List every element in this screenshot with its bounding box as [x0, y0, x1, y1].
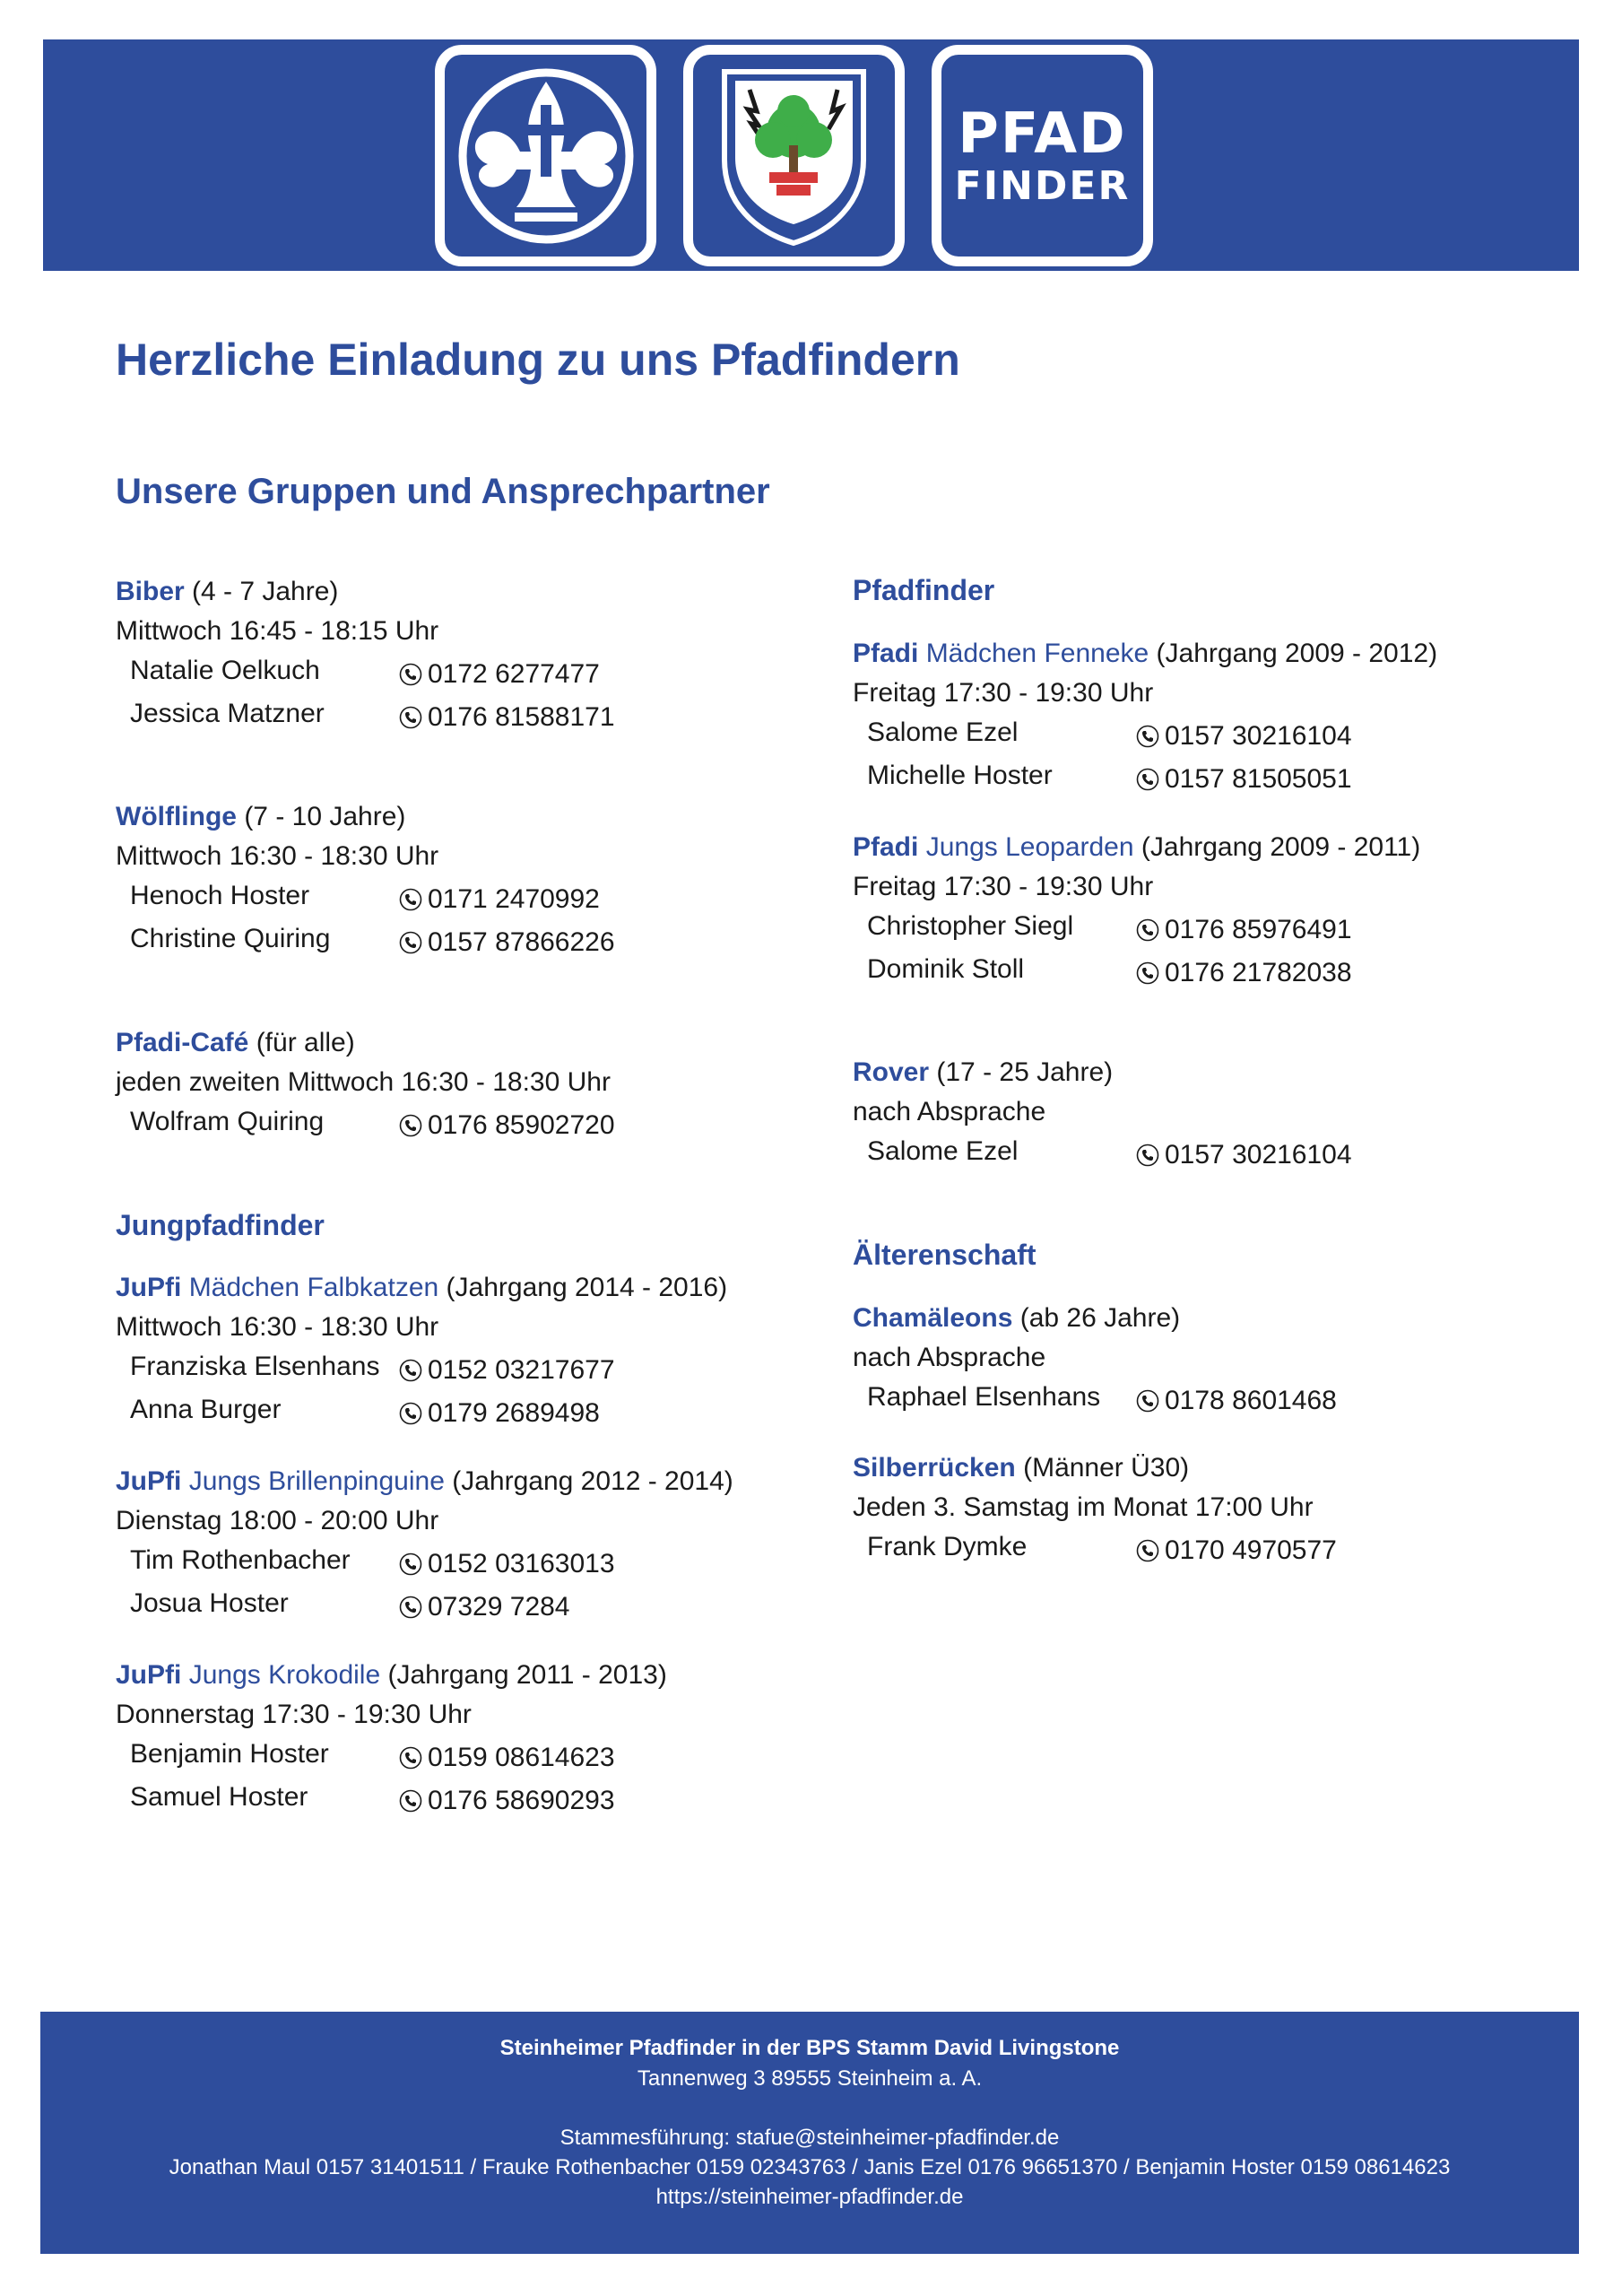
phone-icon [399, 663, 422, 686]
group-title: JuPfi Jungs Krokodile (Jahrgang 2011 - 2013) [116, 1660, 667, 1690]
contact-row [116, 1347, 761, 1390]
group-time: nach Absprache [853, 1097, 1046, 1126]
contact-name: Christopher Siegl [867, 911, 1074, 941]
contact-row [853, 756, 1498, 799]
group-jupfi-brillenpinguine [116, 1462, 761, 1627]
tree-crest-icon [698, 59, 890, 252]
phone-icon [399, 1114, 422, 1137]
fleur-de-lis-cross-icon [452, 62, 640, 250]
logo-line-pfad: PFAD [958, 100, 1127, 166]
phone-icon [1136, 725, 1159, 748]
phone-icon [399, 1789, 422, 1813]
group-title: JuPfi Mädchen Falbkatzen (Jahrgang 2014 - 2016) [116, 1273, 728, 1302]
phone-icon [1136, 1144, 1159, 1167]
contact-phone: 0176 21782038 [1136, 953, 1352, 993]
contact-row [853, 950, 1498, 993]
phone-icon [1136, 961, 1159, 985]
group-jupfi-falbkatzen [116, 1268, 761, 1433]
phone-icon [399, 931, 422, 954]
phone-icon [399, 1402, 422, 1425]
group-woelflinge [116, 797, 761, 962]
group-title: Pfadi Jungs Leoparden (Jahrgang 2009 - 2011) [853, 832, 1421, 862]
group-time: Mittwoch 16:30 - 18:30 Uhr [116, 1312, 439, 1342]
phone-icon [1136, 768, 1159, 791]
contact-name: Jessica Matzner [130, 699, 325, 728]
group-time: Freitag 17:30 - 19:30 Uhr [853, 678, 1154, 708]
group-time: nach Absprache [853, 1343, 1046, 1372]
group-time: Jeden 3. Samstag im Monat 17:00 Uhr [853, 1492, 1314, 1522]
page-subtitle: Unsere Gruppen und Ansprechpartner [116, 472, 770, 511]
group-time: Mittwoch 16:45 - 18:15 Uhr [116, 616, 439, 646]
footer-org: Steinheimer Pfadfinder in der BPS Stamm David Livingstone [499, 2036, 1120, 2060]
group-title: Pfadi Mädchen Fenneke (Jahrgang 2009 - 2012) [853, 639, 1438, 668]
group-chamaeleons [853, 1299, 1498, 1421]
contact-name: Salome Ezel [867, 1136, 1019, 1166]
contact-phone: 0159 08614623 [399, 1738, 615, 1778]
contact-name: Salome Ezel [867, 718, 1019, 747]
contact-phone: 07329 7284 [399, 1587, 570, 1627]
contact-phone: 0176 85902720 [399, 1106, 615, 1145]
contact-row [116, 1735, 761, 1778]
group-time: jeden zweiten Mittwoch 16:30 - 18:30 Uhr [116, 1067, 611, 1097]
contact-row [853, 713, 1498, 756]
footer-url-link[interactable]: https://steinheimer-pfadfinder.de [655, 2185, 964, 2209]
contact-row [116, 1584, 761, 1627]
contact-phone: 0157 30216104 [1136, 717, 1352, 756]
phone-icon [1136, 1539, 1159, 1562]
contact-phone: 0152 03163013 [399, 1544, 615, 1584]
group-title: Silberrücken (Männer Ü30) [853, 1453, 1190, 1483]
group-rover [853, 1053, 1498, 1175]
contact-phone: 0178 8601468 [1136, 1381, 1337, 1421]
contact-name: Henoch Hoster [130, 881, 310, 910]
logo-line-finder: FINDER [954, 162, 1131, 209]
footer [40, 2012, 1579, 2254]
contact-phone: 0157 30216104 [1136, 1135, 1352, 1175]
phone-icon [399, 1596, 422, 1619]
contact-phone: 0179 2689498 [399, 1394, 600, 1433]
contact-phone: 0171 2470992 [399, 880, 600, 919]
contact-name: Raphael Elsenhans [867, 1382, 1101, 1412]
pfadfinder-wordmark-logo [932, 45, 1153, 266]
contact-row [116, 919, 761, 962]
section-title-aelterenschaft: Älterenschaft [853, 1239, 1037, 1271]
contact-name: Natalie Oelkuch [130, 656, 320, 685]
group-title: Biber (4 - 7 Jahre) [116, 577, 339, 606]
phone-icon [399, 1552, 422, 1576]
group-time: Mittwoch 16:30 - 18:30 Uhr [116, 841, 439, 871]
contact-row [116, 1390, 761, 1433]
group-time: Donnerstag 17:30 - 19:30 Uhr [116, 1700, 472, 1729]
group-pfadi-cafe [116, 1023, 761, 1145]
contact-name: Tim Rothenbacher [130, 1545, 351, 1575]
phone-icon [399, 1746, 422, 1770]
group-title: JuPfi Jungs Brillenpinguine (Jahrgang 2012 - 2014) [116, 1466, 733, 1496]
group-time: Dienstag 18:00 - 20:00 Uhr [116, 1506, 439, 1535]
contact-row [116, 694, 761, 737]
contact-phone: 0172 6277477 [399, 655, 600, 694]
contact-phone: 0157 81505051 [1136, 760, 1352, 799]
scout-emblem-logo [435, 45, 656, 266]
group-time: Freitag 17:30 - 19:30 Uhr [853, 872, 1154, 901]
contact-row [116, 1541, 761, 1584]
phone-icon [1136, 1389, 1159, 1413]
contact-phone: 0157 87866226 [399, 923, 615, 962]
group-title: Rover (17 - 25 Jahre) [853, 1057, 1114, 1087]
contact-name: Michelle Hoster [867, 761, 1053, 790]
contact-row [116, 876, 761, 919]
group-biber [116, 572, 761, 737]
contact-row [116, 1102, 761, 1145]
contact-phone: 0170 4970577 [1136, 1531, 1337, 1570]
section-title-pfadfinder: Pfadfinder [853, 574, 995, 606]
phone-icon [399, 706, 422, 729]
contact-name: Christine Quiring [130, 924, 331, 953]
david-livingstone-crest-logo [683, 45, 905, 266]
contact-phone: 0176 85976491 [1136, 910, 1352, 950]
footer-leadership-email[interactable]: Stammesführung: stafue@steinheimer-pfadfinder.de [559, 2126, 1060, 2150]
group-title: Chamäleons (ab 26 Jahre) [853, 1303, 1181, 1333]
contact-row [116, 651, 761, 694]
contact-row [116, 1778, 761, 1821]
contact-phone: 0176 81588171 [399, 698, 615, 737]
contact-name: Frank Dymke [867, 1532, 1028, 1561]
contact-name: Dominik Stoll [867, 954, 1025, 984]
group-pfadi-fenneke [853, 634, 1498, 799]
contact-name: Franziska Elsenhans [130, 1352, 380, 1381]
footer-address: Tannenweg 3 89555 Steinheim a. A. [637, 2066, 983, 2091]
contact-name: Samuel Hoster [130, 1782, 308, 1812]
page-title: Herzliche Einladung zu uns Pfadfindern [116, 335, 960, 385]
contact-name: Wolfram Quiring [130, 1107, 325, 1136]
contact-phone: 0176 58690293 [399, 1781, 615, 1821]
contact-row [853, 907, 1498, 950]
contact-row [853, 1132, 1498, 1175]
contact-row [853, 1527, 1498, 1570]
contact-phone: 0152 03217677 [399, 1351, 615, 1390]
contact-name: Benjamin Hoster [130, 1739, 329, 1769]
footer-leaders: Jonathan Maul 0157 31401511 / Frauke Rothenbacher 0159 02343763 / Janis Ezel 0176 96651370 / Benjamin Hoster 0159 08614623 [169, 2155, 1451, 2179]
group-pfadi-leoparden [853, 828, 1498, 993]
group-title: Wölflinge (7 - 10 Jahre) [116, 802, 406, 831]
group-silberruecken [853, 1448, 1498, 1570]
phone-icon [399, 1359, 422, 1382]
phone-icon [1136, 918, 1159, 942]
contact-name: Josua Hoster [130, 1588, 289, 1618]
section-title-jungpfadfinder: Jungpfadfinder [116, 1209, 325, 1241]
group-jupfi-krokodile [116, 1656, 761, 1821]
contact-name: Anna Burger [130, 1395, 282, 1424]
phone-icon [399, 888, 422, 911]
group-title: Pfadi-Café (für alle) [116, 1028, 355, 1057]
contact-row [853, 1378, 1498, 1421]
